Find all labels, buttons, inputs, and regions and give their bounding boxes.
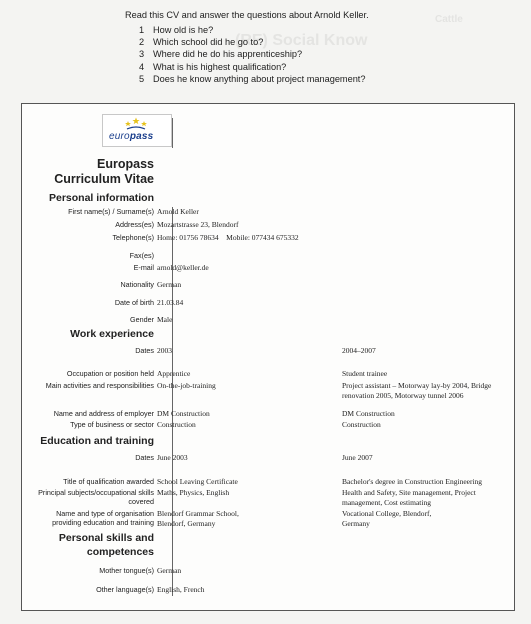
question-text: Which school did he go to?	[153, 37, 264, 48]
employer-label: Name and address of employer	[53, 409, 154, 418]
organisation-1-line1: Blendorf Grammar School,	[157, 509, 239, 518]
occupation-1: Apprentice	[157, 369, 191, 378]
section-personal-information: Personal information	[48, 192, 154, 204]
question-text: What is his highest qualification?	[153, 61, 287, 72]
work-dates-label: Dates	[135, 346, 154, 355]
business-label: Type of business or sector	[70, 420, 154, 429]
edu-dates-label: Dates	[135, 453, 154, 462]
section-work-experience: Work experience	[70, 328, 154, 340]
subjects-2: Health and Safety, Site management, Project management, Cost estimating	[342, 488, 476, 507]
logo-prefix: euro	[109, 131, 130, 142]
business-1: Construction	[157, 420, 196, 429]
other-languages-label: Other language(s)	[96, 585, 154, 594]
question-number: 5	[139, 73, 145, 84]
question-text: Does he know anything about project management?	[153, 73, 366, 84]
question-number: 2	[139, 37, 145, 48]
organisation-label	[52, 509, 154, 527]
activities-2: Project assistant – Motorway lay-by 2004, Bridge renovation 2005, Motorway tunnel 2006	[342, 381, 492, 400]
name-value: Arnold Keller	[157, 207, 199, 216]
fax-label: Fax(es)	[129, 251, 154, 260]
column-divider	[172, 118, 173, 148]
exercise-intro: Read this CV and answer the questions about Arnold Keller.	[125, 10, 369, 20]
subjects-1: Maths, Physics, English	[157, 488, 230, 497]
occupation-label: Occupation or position held	[66, 369, 154, 378]
email-value: arnold@keller.de	[157, 263, 209, 272]
question-text: How old is he?	[153, 25, 214, 35]
section-education-training: Education and training	[40, 435, 154, 447]
europass-logo	[102, 114, 172, 147]
edu-dates-1: June 2003	[157, 453, 188, 462]
question-item	[139, 36, 525, 48]
telephone-value: Home: 01756 78634 Mobile: 077434 675332	[157, 233, 299, 242]
question-number: 3	[139, 49, 145, 60]
address-label: Address(es)	[115, 220, 154, 229]
organisation-1	[157, 509, 239, 528]
question-item	[139, 48, 525, 60]
organisation-2-line1: Vocational College, Blendorf,	[342, 509, 432, 518]
cv-document	[21, 103, 515, 611]
mother-tongue-value: German	[157, 566, 182, 575]
question-item	[139, 61, 525, 73]
activities-1: On-the-job-training	[157, 381, 216, 390]
europass-wordmark	[109, 131, 153, 142]
organisation-label-line1: Name and type of organisation	[56, 509, 154, 518]
name-label: First name(s) / Surname(s)	[68, 207, 154, 216]
mother-tongue-label: Mother tongue(s)	[99, 566, 154, 575]
nationality-value: German	[157, 280, 182, 289]
exercise-instructions	[125, 10, 525, 85]
other-languages-value: English, French	[157, 585, 205, 594]
work-dates-2: 2004–2007	[342, 346, 376, 355]
nationality-label: Nationality	[120, 280, 154, 289]
bleed-through-sub: Cattle	[435, 14, 463, 25]
cv-title-line2: Curriculum Vitae	[54, 172, 154, 186]
organisation-2-line2: Germany	[342, 518, 370, 528]
cv-title-line1: Europass	[97, 157, 154, 171]
gender-value: Male	[157, 315, 173, 324]
question-number: 4	[139, 61, 145, 72]
section-personal-skills-line2: competences	[86, 546, 154, 558]
logo-suffix: pass	[129, 131, 154, 142]
bleed-through-heading: (RE) Social Know	[235, 32, 368, 49]
question-list	[125, 24, 525, 85]
stars-icon	[123, 117, 149, 132]
address-value: Mozartstrasse 23, Blendorf	[157, 220, 239, 229]
section-personal-skills-line1: Personal skills and	[58, 532, 154, 544]
subjects-label-line2: covered	[128, 497, 154, 506]
question-item	[139, 73, 525, 85]
dob-value: 21.03.84	[157, 298, 184, 307]
qualification-label: Title of qualification awarded	[63, 477, 154, 486]
gender-label: Gender	[130, 315, 154, 324]
organisation-label-line2: providing education and training	[52, 518, 154, 527]
organisation-1-line2: Blendorf, Germany	[157, 518, 216, 528]
work-dates-1: 2003	[157, 346, 172, 355]
employer-2: DM Construction	[342, 409, 395, 418]
qualification-2: Bachelor's degree in Construction Engineering	[342, 477, 483, 486]
business-2: Construction	[342, 420, 381, 429]
employer-1: DM Construction	[157, 409, 210, 418]
dob-label: Date of birth	[114, 298, 154, 307]
subjects-label	[38, 488, 154, 506]
email-label: E-mail	[133, 263, 154, 272]
occupation-2: Student trainee	[342, 369, 388, 378]
telephone-label: Telephone(s)	[112, 233, 154, 242]
question-item	[139, 24, 525, 36]
question-number: 1	[139, 25, 145, 35]
edu-dates-2: June 2007	[342, 453, 373, 462]
organisation-2	[342, 509, 512, 528]
subjects-label-line1: Principal subjects/occupational skills	[38, 488, 154, 497]
activities-label: Main activities and responsibilities	[45, 381, 154, 390]
question-text: Where did he do his apprenticeship?	[153, 49, 303, 60]
qualification-1: School Leaving Certificate	[157, 477, 238, 486]
